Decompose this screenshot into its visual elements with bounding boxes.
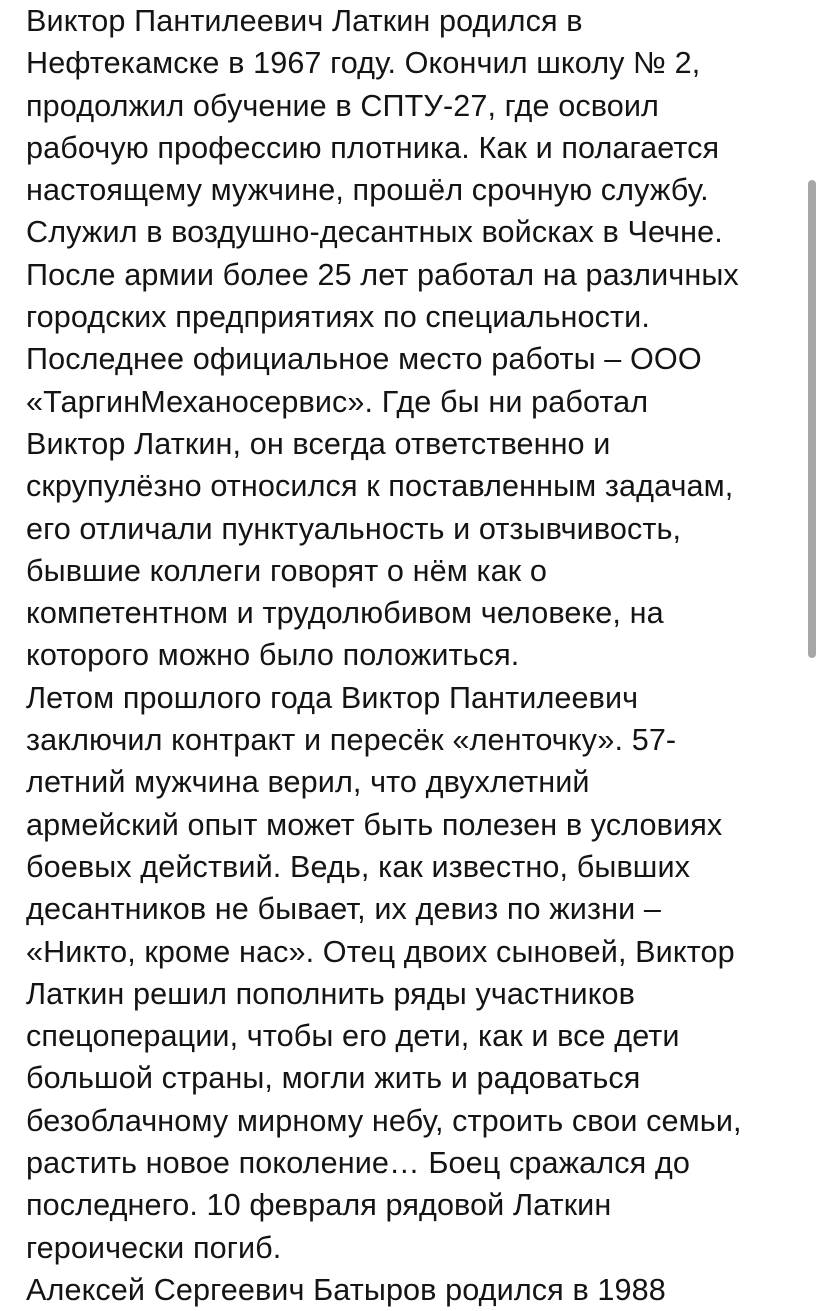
text-line: растить новое поколение… Боец сражался до <box>26 1146 690 1181</box>
text-line: Летом прошлого года Виктор Пантилеевич <box>26 680 639 715</box>
text-line: безоблачному мирному небу, строить свои семьи, <box>26 1103 742 1138</box>
text-line: городских предприятиях по специальности. <box>26 300 650 335</box>
text-line: летний мужчина верил, что двухлетний <box>26 765 590 800</box>
text-line: спецоперации, чтобы его дети, как и все дети <box>26 1019 680 1054</box>
text-line: которого можно было положиться. <box>26 638 520 673</box>
text-line: скрупулёзно относился к поставленным задачам, <box>26 469 734 504</box>
scrollbar-thumb[interactable] <box>808 180 816 658</box>
article-text <box>26 0 816 1311</box>
text-line: продолжил обучение в СПТУ-27, где освоил <box>26 88 659 123</box>
text-line: «ТаргинМеханосервис». Где бы ни работал <box>26 384 649 419</box>
text-line: большой страны, могли жить и радоваться <box>26 1061 641 1096</box>
text-line: Латкин решил пополнить ряды участников <box>26 976 636 1011</box>
text-line: его отличали пунктуальность и отзывчивость, <box>26 511 682 546</box>
text-line: Виктор Латкин, он всегда ответственно и <box>26 426 611 461</box>
text-line: Алексей Сергеевич Батыров родился в 1988 <box>26 1272 666 1307</box>
text-line: армейский опыт может быть полезен в условиях <box>26 807 723 842</box>
text-line: Последнее официальное место работы – ООО <box>26 342 702 377</box>
text-line: последнего. 10 февраля рядовой Латкин <box>26 1188 612 1223</box>
text-line: героически погиб. <box>26 1230 282 1265</box>
text-line: рабочую профессию плотника. Как и полагается <box>26 130 720 165</box>
text-line: Нефтекамске в 1967 году. Окончил школу № 2, <box>26 46 701 81</box>
text-line: «Никто, кроме нас». Отец двоих сыновей, Виктор <box>26 934 735 969</box>
text-line: Служил в воздушно-десантных войсках в Чечне. <box>26 215 723 250</box>
text-line: настоящему мужчине, прошёл срочную службу. <box>26 173 709 208</box>
text-line: бывшие коллеги говорят о нём как о <box>26 553 547 588</box>
text-line: После армии более 25 лет работал на различных <box>26 257 739 292</box>
text-line: компетентном и трудолюбивом человеке, на <box>26 596 664 631</box>
text-line: боевых действий. Ведь, как известно, бывших <box>26 849 691 884</box>
text-line: заключил контракт и пересёк «ленточку». 57- <box>26 723 677 758</box>
text-line: Виктор Пантилеевич Латкин родился в <box>26 4 583 38</box>
text-line: десантников не бывает, их девиз по жизни – <box>26 892 662 927</box>
